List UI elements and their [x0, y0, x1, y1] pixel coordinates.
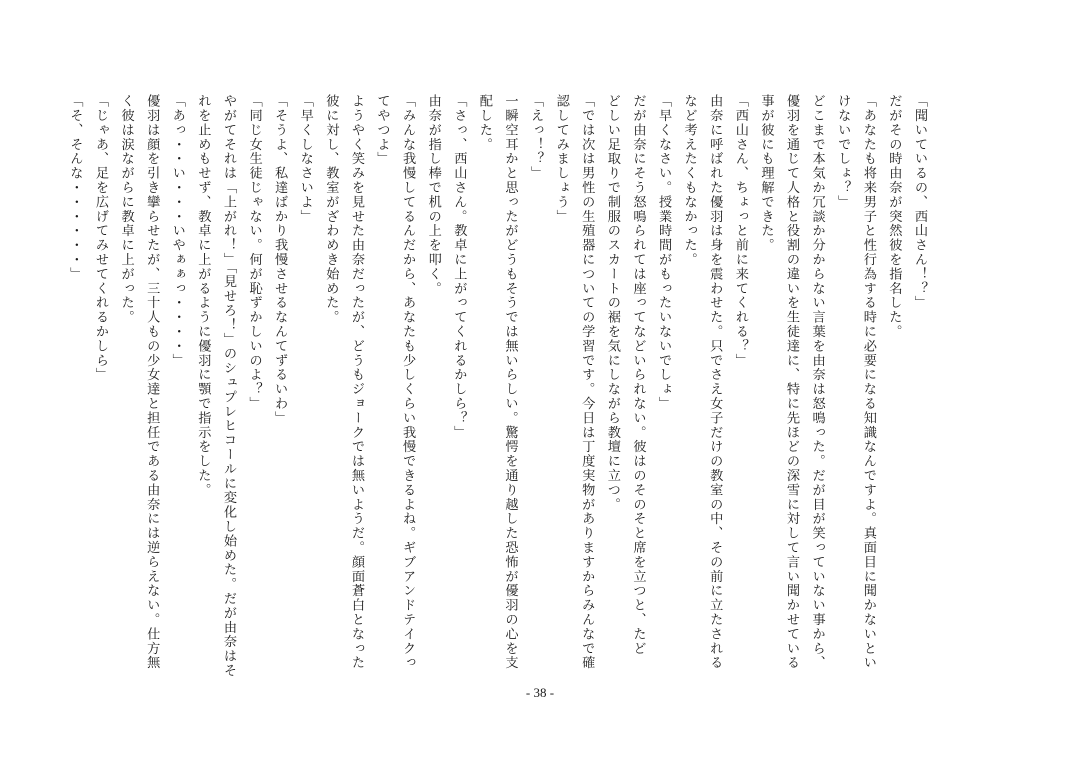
- page-number: - 38 -: [525, 685, 555, 700]
- text-line: 「あっ・・い・・・いやぁぁっ・・・・」: [169, 94, 185, 368]
- text-line: 「同じ女生徒じゃない。何が恥ずかしいのよ？」: [246, 94, 262, 411]
- text-line: ようやく笑みを見せた由奈だったが、どうもジョークでは無いようだ。顔面蒼白となった: [348, 94, 364, 670]
- text-line: 事が彼にも理解できた。: [758, 94, 774, 253]
- text-line: 「さっ、西山さん。教卓に上がってくれるかしら？」: [451, 94, 467, 440]
- text-line: 「そ、そんな・・・・・・」: [67, 94, 83, 282]
- text-line: 「えっ！？」: [528, 94, 544, 181]
- text-line: 認してみましょう」: [553, 94, 569, 224]
- text-line: 「早くなさい。授業時間がもったいないでしょ」: [656, 94, 672, 411]
- text-line: 「みんな我慢してるんだから、あなたも少しくらい我慢できるよね。ギブアンドテイクっ: [400, 94, 416, 670]
- text-line: など考えたくもなかった。: [681, 94, 697, 267]
- text-line: れを止めもせず、教卓に上がるように優羽に顎で指示をした。: [195, 94, 211, 498]
- text-line: 「そうよ、私達ばかり我慢させるなんてずるいわ」: [272, 94, 288, 426]
- text-line: 彼に対し、教室がざわめき始めた。: [323, 94, 339, 325]
- text-line: けないでしょ？」: [835, 94, 851, 210]
- text-line: く彼は涙ながらに教卓に上がった。: [118, 94, 134, 325]
- text-line: 一瞬空耳かと思ったがどうもそうでは無いらしい。驚愕を通り越した恐怖が優羽の心を支: [502, 94, 518, 670]
- text-line: てやつよ」: [374, 94, 390, 166]
- text-line: 配した。: [476, 94, 492, 152]
- text-line: だが由奈にそう怒鳴られては座ってなどいられない。彼はのそのそと席を立つと、たど: [630, 94, 646, 656]
- text-line: 「聞いているの、西山さん！？」: [912, 94, 927, 310]
- text-line: 「西山さん、ちょっと前に来てくれる？」: [732, 94, 748, 368]
- text-line: 「じゃあ、足を広げてみせてくれるかしら」: [93, 94, 108, 382]
- text-line: 「あなたも将来男子と性行為する時に必要になる知識なんですよ。真面目に聞かないとい: [860, 94, 876, 670]
- text-line: どこまで本気か冗談か分からない言葉を由奈は怒鳴った。だが目が笑っていない事から、: [809, 94, 825, 670]
- text-line: だがその時由奈が突然彼を指名した。: [886, 94, 902, 339]
- vertical-body-text: [67, 94, 932, 684]
- text-line: どしい足取りで制服のスカートの裾を気にしながら教壇に立つ。: [604, 94, 620, 512]
- text-line: 由奈に呼ばれた優羽は身を震わせた。只でさえ女子だけの教室の中、その前に立たされる: [707, 94, 723, 670]
- text-line: 優羽は顔を引き攣らせたが、三十人もの少女達と担任である由奈には逆らえない。仕方無: [144, 94, 160, 670]
- text-line: 「早くしなさいよ」: [297, 94, 313, 224]
- text-line: 由奈が指し棒で机の上を叩く。: [425, 94, 441, 296]
- text-line: 「では次は男性の生殖器についての学習です。今日は丁度実物がありますからみんなで確: [579, 94, 595, 670]
- text-line: やがてそれは「上がれ！」「見せろ！」のシュプレヒコールに変化し始めた。だが由奈はそ: [220, 94, 236, 678]
- text-line: 優羽を通じて人格と役割の違いを生徒達に、特に先ほどの深雪に対して言い聞かせている: [784, 94, 800, 670]
